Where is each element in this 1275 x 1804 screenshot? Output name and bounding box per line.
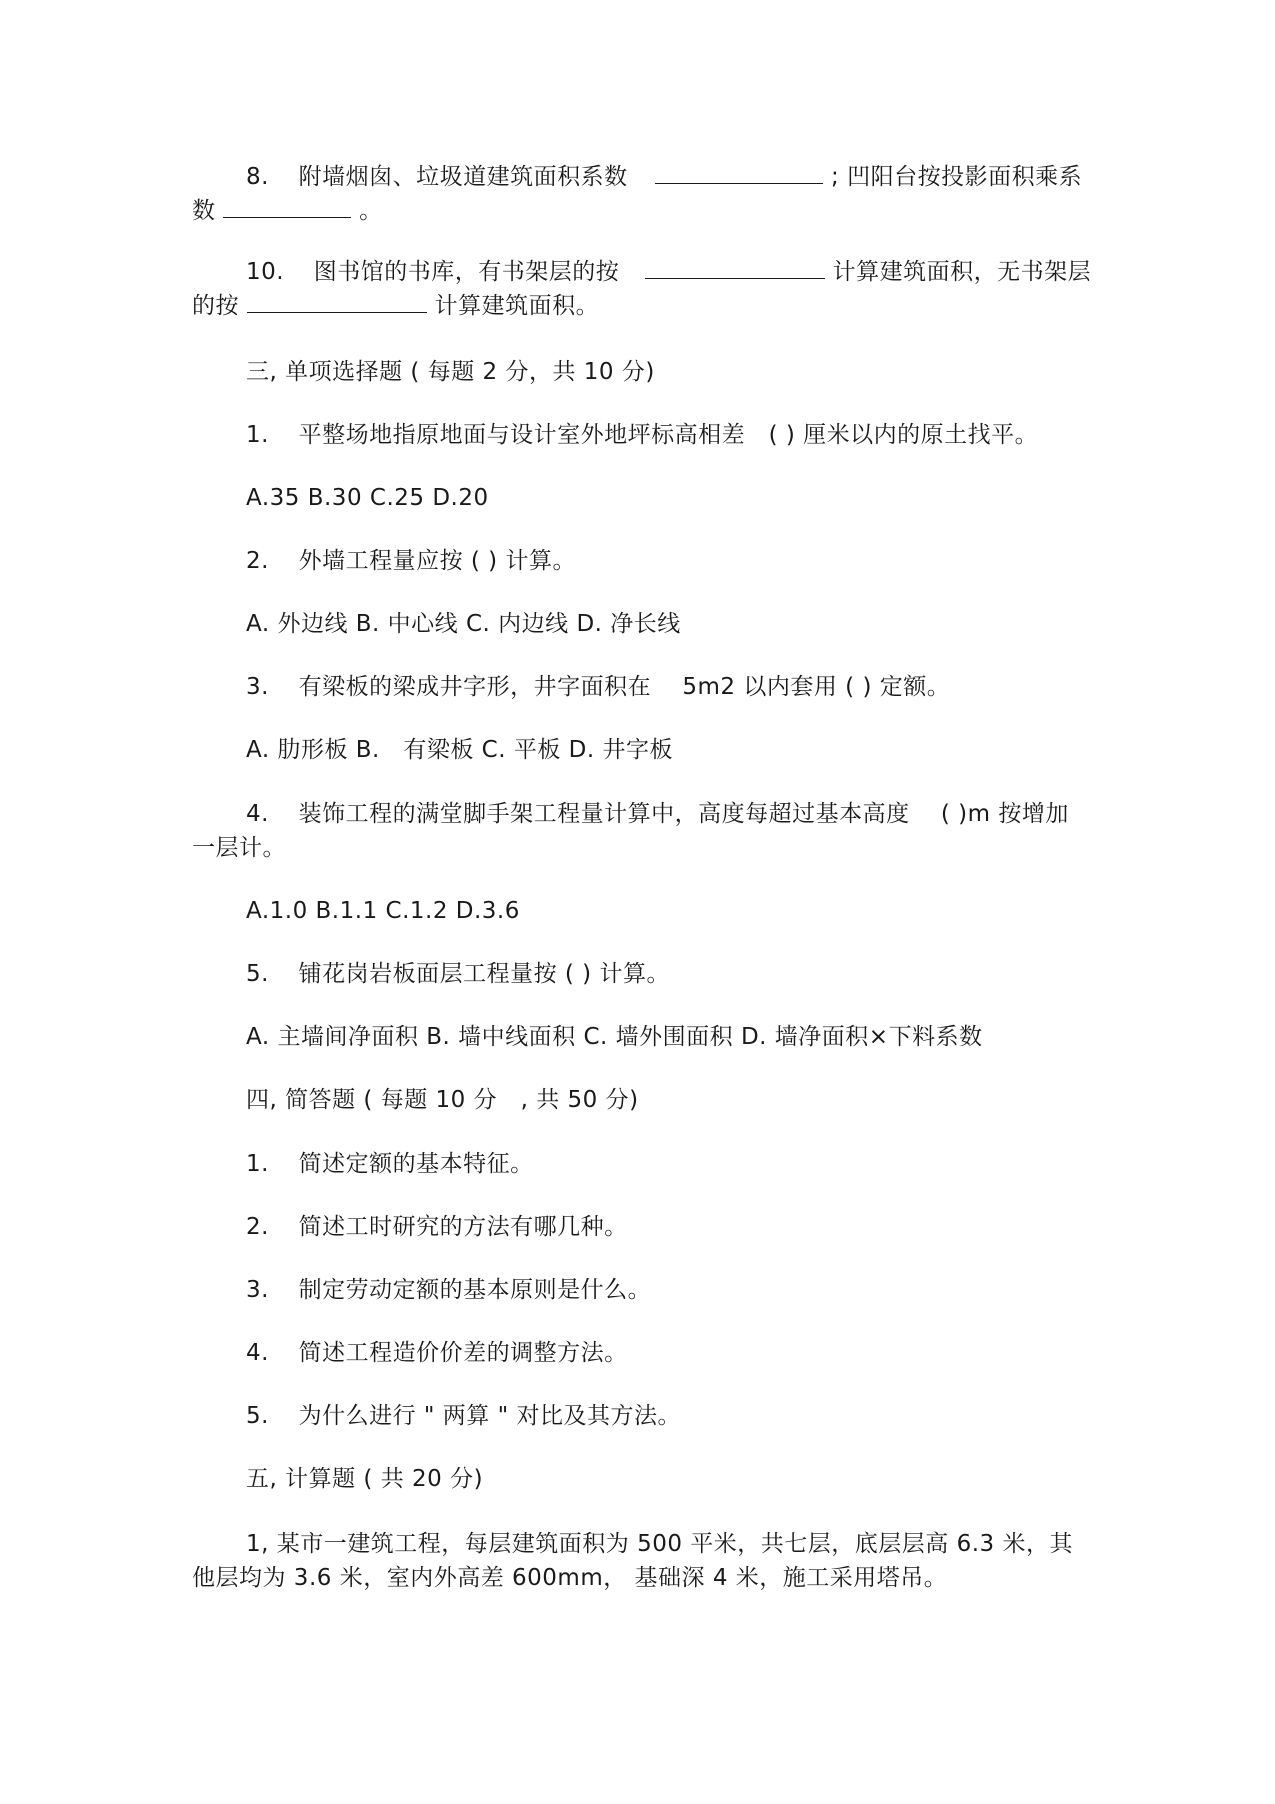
answer-blank[interactable] [223,197,351,218]
short-answer-5 [246,1402,681,1430]
question-10-line-1 [246,258,1091,286]
question-text: 制定劳动定额的基本原则是什么。 [298,1277,652,1303]
calc-question-1-line-1: 1, 某市一建筑工程，每层建筑面积为 500 平米，共七层，底层层高 6.3 米，其 [246,1531,1073,1557]
short-answer-4 [246,1339,628,1367]
question-text: 附墙烟囱、垃圾道建筑面积系数 [298,164,628,190]
question-1 [246,421,1038,449]
question-10-line-2 [192,292,599,320]
question-text: 图书馆的书库，有书架层的按 [313,259,620,285]
question-number: 2. [246,1214,269,1240]
answer-blank[interactable] [655,163,823,184]
question-number: 2. [246,548,269,574]
question-2-options: A. 外边线 B. 中心线 C. 内边线 D. 净长线 [246,611,681,637]
question-1-options: A.35 B.30 C.25 D.20 [246,485,489,511]
question-number: 4. [246,801,269,827]
question-text: ; 凹阳台按投影面积乘系 [831,164,1083,190]
question-text: 计算建筑面积。 [434,293,600,319]
question-text: 简述工程造价价差的调整方法。 [298,1340,628,1366]
question-number: 5. [246,1403,269,1429]
question-text: 外墙工程量应按 ( ) 计算。 [298,548,576,574]
answer-blank[interactable] [645,258,825,279]
question-text: 简述定额的基本特征。 [298,1151,534,1177]
short-answer-3 [246,1276,651,1304]
question-text: 。 [359,198,383,224]
section-4-heading: 四, 简答题 ( 每题 10 分 , 共 50 分) [246,1087,639,1113]
question-text: 为什么进行 " 两算 " 对比及其方法。 [298,1403,681,1429]
calc-question-1-line-2: 他层均为 3.6 米，室内外高差 600mm， 基础深 4 米，施工采用塔吊。 [192,1565,948,1591]
section-3-heading: 三, 单项选择题 ( 每题 2 分，共 10 分) [246,359,655,385]
question-text: 的按 [192,293,239,319]
question-number: 4. [246,1340,269,1366]
question-4-continued: 一层计。 [192,835,286,861]
question-text: 简述工时研究的方法有哪几种。 [298,1214,628,1240]
question-5 [246,960,670,988]
question-number: 3. [246,1277,269,1303]
question-text: 平整场地指原地面与设计室外地坪标高相差 ( ) 厘米以内的原土找平。 [298,422,1039,448]
question-text: 铺花岗岩板面层工程量按 ( ) 计算。 [298,961,670,987]
question-3-options: A. 肋形板 B. 有梁板 C. 平板 D. 井字板 [246,737,673,763]
question-text: 计算建筑面积，无书架层 [832,259,1092,285]
question-number: 1. [246,422,269,448]
question-number: 3. [246,674,269,700]
section-5-heading: 五, 计算题 ( 共 20 分) [246,1466,484,1492]
question-3 [246,673,950,701]
answer-blank[interactable] [247,292,427,313]
question-2 [246,547,576,575]
short-answer-1 [246,1150,534,1178]
question-4 [246,800,1069,828]
question-4-options: A.1.0 B.1.1 C.1.2 D.3.6 [246,898,520,924]
question-8-line-1 [246,163,1082,191]
question-5-options: A. 主墙间净面积 B. 墙中线面积 C. 墙外围面积 D. 墙净面积×下料系数 [246,1024,983,1050]
question-text: 装饰工程的满堂脚手架工程量计算中，高度每超过基本高度 ( )m 按增加 [298,801,1069,827]
question-number: 1. [246,1151,269,1177]
question-number: 8. [246,164,269,190]
question-number: 5. [246,961,269,987]
question-number: 10. [246,259,285,285]
question-8-line-2 [192,197,383,225]
question-text: 数 [192,198,216,224]
question-text: 有梁板的梁成井字形，井字面积在 5m2 以内套用 ( ) 定额。 [298,674,951,700]
short-answer-2 [246,1213,628,1241]
